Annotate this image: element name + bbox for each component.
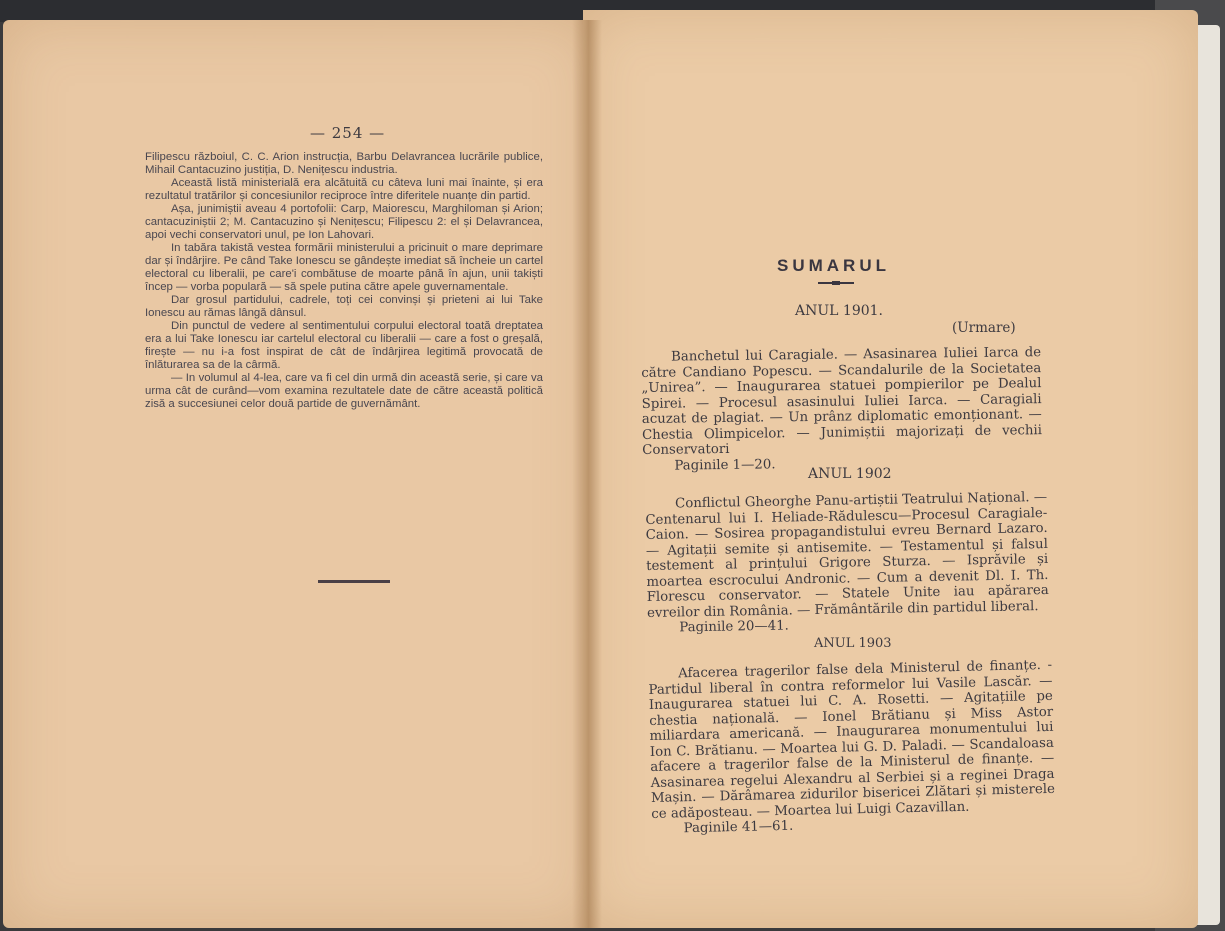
page-range: Paginile 20—41. bbox=[679, 618, 789, 636]
left-page-body bbox=[145, 151, 543, 411]
title-ornament bbox=[818, 282, 854, 284]
continuation-note: (Urmare) bbox=[952, 320, 1016, 336]
paragraph: Așa, junimiștii aveau 4 portofolii: Carp, Maiorescu, Marghiloman și Arion; cantacuziniștii 2; M. Cantacuzino și Nenițescu; Filipescu 2: el și Delavrancea, apoi vechi conservatori unul, pe Ion Lahovari. bbox=[145, 203, 543, 241]
paragraph: — In volumul al 4-lea, care va fi cel din urmă din această serie, și care va urma cât de curând—vom examina rezultatele date de către această politică zisă a succesiunei celor două partide de guvernământ. bbox=[145, 372, 543, 410]
section-entry-1901 bbox=[641, 345, 1042, 474]
entry-text: Conflictul Gheorghe Panu-artiștii Teatrului Național. — Centenarul lui I. Heliade-Rădulescu—Procesul Caragiale-Caion. — Sosirea propagandistului evreu Bernard Lazaro. — Agitații semite și antisemite. — Testamentul și falsul testement al prințului Grigore Sturza. — Isprăvile și moartea escrocului Andronic. — Cum a devenit Dl. I. Th. Florescu conservator. — Statele Unite iau apărarea evreilor din România. — Frământările din partidul liberal. bbox=[645, 489, 1049, 621]
paragraph: Dar grosul partidului, cadrele, toți cei convinși și prieteni ai lui Take Ionescu au rămas lângă dânsul. bbox=[145, 294, 543, 319]
page-number: — 254 — bbox=[310, 124, 386, 142]
section-heading-1903: ANUL 1903 bbox=[814, 636, 892, 651]
paragraph: Această listă ministerială era alcătuită cu câteva luni mai înainte, și era rezultatul tratărilor și concesiunilor reciproce între diferitele nuanțe din partid. bbox=[145, 177, 543, 202]
paragraph: In tabăra takistă vestea formării ministerului a pricinuit o mare deprimare dar și îndârjire. Pe când Take Ionescu se gândește imediat să încheie un cartel electoral cu liberalii, pe care'i combătuse de moarte până în ajun, unii takiști încep — vorba populară — să spele putina către apele guvernamentale. bbox=[145, 242, 543, 293]
section-heading-1901: ANUL 1901. bbox=[795, 303, 883, 319]
page-range: Paginile 41—61. bbox=[683, 818, 794, 837]
book-gutter bbox=[572, 20, 602, 928]
page-range: Paginile 1—20. bbox=[674, 456, 776, 474]
paragraph: Din punctul de vedere al sentimentului corpului electoral toată dreptatea era a lui Take Ionescu iar cartelul electoral cu liberalii — care a fost o greșală, firește — nu i-a fost inspirat de cât de îndârjirea legitimă provocată de înlăturarea sa de la cârmă. bbox=[145, 320, 543, 371]
section-entry-1902 bbox=[645, 490, 1049, 636]
summary-title: SUMARUL bbox=[777, 256, 890, 275]
section-heading-1902: ANUL 1902 bbox=[808, 466, 892, 482]
section-entry-1903 bbox=[648, 658, 1056, 838]
entry-text: Banchetul lui Caragiale. — Asasinarea Iuliei Iarca de către Candiano Popescu. — Scandalurile de la Societatea „Unirea”. — Inaugurarea statuei pompierilor pe Dealul Spirei. — Procesul asasinului Iuliei Iarca. — Caragiali acuzat de plagiat. — Un prânz diplomatic emonționant. — Chestia Olimpicelor. — Junimiștii majorizați de vechii Conservatori bbox=[641, 345, 1043, 458]
entry-text: Afacerea tragerilor false dela Ministerul de finanțe. - Partidul liberal în contra reformelor lui Vasile Lascăr. — Inaugurarea statuei lui C. A. Rosetti. — Agitațiile pe chestia națională. — Ionel Brătianu și Miss Astor miliardara americană. — Inaugurarea monumentului lui Ion C. Brătianu. — Moartea lui G. D. Paladi. — Scandaloasa afacere a tragerilor false de la Ministerul de finanțe. — Asasinarea regelui Alexandru al Serbiei și a reginei Draga Mașin. — Dărâmarea zidurilor bisericei Zlătari și misterele ce adăposteau. — Moartea lui Luigi Cazavillan. bbox=[648, 657, 1056, 822]
end-rule bbox=[318, 580, 390, 583]
paragraph: Filipescu războiul, C. C. Arion instrucția, Barbu Delavrancea lucrările publice, Mihail Cantacuzino justiția, D. Nenițescu industria. bbox=[145, 151, 543, 176]
